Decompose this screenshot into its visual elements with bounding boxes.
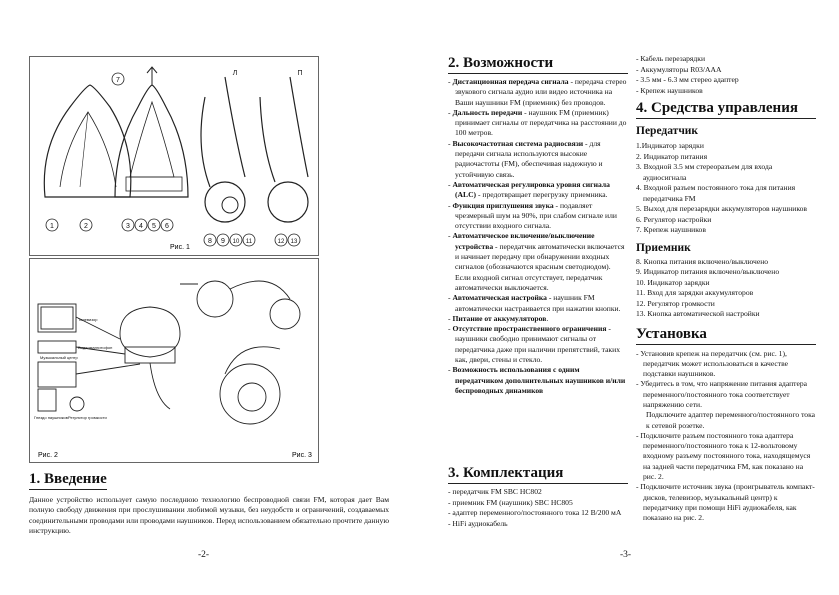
callout-5: 5 (152, 223, 156, 230)
callout-4: 4 (139, 223, 143, 230)
receiver-item: 12. Регулятор громкости (636, 298, 715, 308)
figure-1-caption: Рис. 1 (170, 244, 190, 251)
kit-item: - передатчик FM SBC HC802 (448, 487, 542, 496)
feature-item: - Высокочастотная система радиосвязи - для передачи сигнала используются высокие радиочастоты (FM), обеспечивая надежную и устойчивую связь. (448, 138, 603, 179)
kit-item: - адаптер переменного/постоянного тока 12 В/200 мА (448, 508, 622, 517)
callout-10: 10 (232, 239, 240, 245)
callout-11: 11 (245, 239, 253, 245)
figure-1 (29, 56, 319, 256)
receiver-item: 10. Индикатор зарядки (636, 277, 710, 287)
install-item: - Подключите разъем постоянного тока адаптера переменного/постоянного тока к 12-вольтовому входному разъему постоянного тока, находящемуся на задней части передатчика FM, как показано на рис. 2. (636, 430, 811, 482)
feature-item: - Дистанционная передача сигнала - передача стерео звукового сигнала аудио или видео источника на Ваши наушники FM (приемник) без проводов. (448, 77, 627, 107)
feature-item: - Возможность использования с одним передатчиком дополнительных наушников и/или беспроводных динамиков (448, 365, 626, 395)
install-item: - Установив крепеж на передатчик (см. рис. 1), передатчик может использоваться в качестве подставки наушников. (636, 348, 788, 379)
transmitter-item: 4. Входной разъем постоянного тока для питания передатчика FM (636, 183, 796, 203)
feature-item: - Питание от аккумуляторов. (448, 313, 549, 323)
transmitter-item: 3. Входной 3.5 мм стереоразъем для входа аудиосигнала (636, 162, 773, 182)
figure-3-caption: Рис. 3 (292, 452, 312, 459)
callout-3: 3 (126, 223, 130, 230)
receiver-list (636, 257, 816, 320)
fig2-label-tv: Телевизор (78, 317, 98, 322)
controls-title: 4. Средства управления (636, 100, 816, 119)
receiver-item: 11. Вход для зарядки аккумуляторов (636, 288, 754, 297)
kit-item: - приемник FM (наушник) SBC HC805 (448, 497, 573, 507)
transmitter-item: 6. Регулятор настройки (636, 214, 712, 224)
features-title: 2. Возможности (448, 55, 628, 74)
fig2-label-jack: Гнездо наушников (34, 415, 68, 420)
page-number-left: -2- (198, 550, 210, 560)
feature-item: - Автоматическое включение/выключение устройства - передатчик автоматически включается и начинает передачу при обнаружении входных сигналов (обозначаются красным светодиодом). Если входной сигнал отсутствует, передатчик автоматически выключается. (448, 231, 625, 292)
intro-text: Данное устройство использует самую последнюю технологию беспроводной связи FM, которая дает Вам полную свободу движения при прослушивании любимой музыки, без неудобств и ограничений, создаваемых соединительными проводами или проводами наушников. Перед использованием обязательно прочтите данную инструкцию. (29, 495, 389, 536)
intro-title: 1. Введение (29, 471, 107, 490)
receiver-item: 13. Кнопка автоматической настройки (636, 309, 760, 318)
transmitter-list (636, 141, 816, 236)
kit-item: - Аккумуляторы R03/AAA (636, 64, 722, 74)
transmitter-item: 1.Индикатор зарядки (636, 141, 704, 150)
page-number-right: -3- (620, 550, 632, 560)
kit-item: - Кабель перезарядки (636, 54, 706, 63)
transmitter-item: 7. Крепеж наушников (636, 225, 706, 234)
callout-13: 13 (290, 239, 298, 245)
install-item: - Подключите источник звука (проигрыватель компакт-дисков, телевизор, музыкальный центр) к передатчику при помощи HiFi аудиокабеля, как показано на рис. 2. (636, 482, 815, 523)
feature-item: - Автоматическая регулировка уровня сигнала (ALC) - предотвращает перегрузку приемника. (448, 179, 610, 200)
fig2-label-vcr: Видеомагнитофон (78, 345, 113, 350)
feature-item: - Отсутствие пространственного ограничения - наушники свободно принимают сигналы от передатчика даже при наличии препятствий, таких как, двери, стены и стекло. (448, 324, 620, 365)
right-column (636, 54, 816, 524)
features-column (448, 54, 628, 396)
callout-2: 2 (84, 223, 88, 230)
figure-2-drawing (30, 259, 320, 464)
kit-section (448, 464, 628, 529)
callout-12: 12 (277, 239, 285, 245)
callout-1: 1 (50, 223, 54, 230)
callout-7: 7 (116, 77, 120, 84)
fig2-label-volume: Регулятор громкости (68, 415, 107, 420)
install-item: Подключите адаптер переменного/постоянного тока к сетевой розетке. (646, 410, 816, 430)
feature-item: - Дальность передачи - наушник FM (приемник) принимает сигналы от передатчика на расстоянии до 100 метров. (448, 107, 627, 138)
install-item: - Убедитесь в том, что напряжение питания адаптера переменного/постоянного тока соответствует напряжению сети. (636, 379, 808, 409)
figure-1-drawing (30, 57, 320, 257)
feature-item: - Автоматическая настройка - наушник FM автоматически настраивается при нажатии кнопки. (448, 293, 621, 313)
receiver-item: 8. Кнопка питания включено/выключено (636, 256, 769, 266)
transmitter-item: 2. Индикатор питания (636, 151, 708, 161)
intro-section (29, 470, 389, 537)
receiver-item: 9. Индикатор питания включено/выключено (636, 267, 780, 276)
transmitter-item: 5. Выход для перезарядки аккумуляторов наушников (636, 204, 808, 213)
side-label-left: Л (232, 70, 238, 77)
transmitter-title: Передатчик (636, 125, 699, 137)
callout-6: 6 (165, 223, 169, 230)
callout-9: 9 (221, 238, 225, 245)
side-label-right: П (297, 70, 303, 77)
receiver-title: Приемник (636, 241, 691, 254)
kit-list (448, 487, 628, 529)
features-list (448, 77, 628, 396)
kit-list-continued (636, 54, 816, 96)
kit-item: - Крепеж наушников (636, 85, 703, 95)
fig2-label-music: Музыкальный центр (40, 355, 78, 360)
install-title: Установка (636, 326, 816, 345)
figure-2-caption: Рис. 2 (38, 452, 58, 459)
kit-item: - 3.5 мм - 6.3 мм стерео адаптер (636, 75, 739, 84)
feature-item: - Функция приглушения звука - подавляет чрезмерный шум на 90%, при слабом сигнале или отсутствии входного сигнала. (448, 200, 617, 231)
callout-8: 8 (208, 238, 212, 245)
figure-2 (29, 258, 319, 463)
install-list (636, 349, 816, 524)
kit-title: 3. Комплектация (448, 465, 628, 484)
kit-item: - HiFi аудиокабель (448, 518, 508, 528)
